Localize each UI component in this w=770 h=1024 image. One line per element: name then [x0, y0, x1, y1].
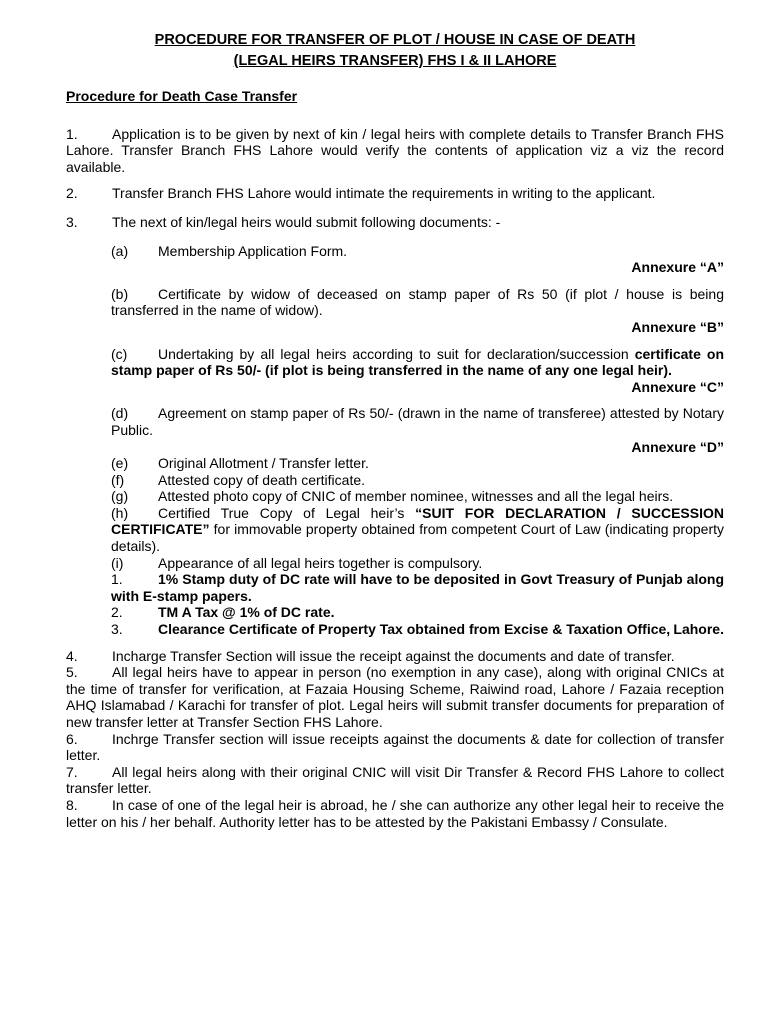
- doc-i: [66, 555, 724, 572]
- doc-d: [66, 405, 724, 438]
- subitem-1: [66, 571, 724, 604]
- item-text: All legal heirs along with their original CNIC will visit Dir Transfer & Record FHS Lahore to collect transfer letter.: [66, 763, 724, 797]
- item-number: 5.: [66, 664, 78, 681]
- subitem-text-end: Lahore.: [673, 621, 724, 638]
- item-4: [66, 648, 724, 665]
- item-text: Application is to be given by next of kin / legal heirs with complete details to Transfer Branch FHS Lahore. Transfer Branch FHS Lahore would verify the contents of application viz a viz the record available.: [66, 125, 724, 175]
- title-line-2: (LEGAL HEIRS TRANSFER) FHS I & II LAHORE: [233, 53, 557, 69]
- item-number: 2.: [66, 185, 78, 202]
- item-8: [66, 797, 724, 830]
- doc-text-bold: certificate on stamp paper of Rs 50/- (if plot is being transferred in the name of any one legal heir).: [111, 345, 725, 379]
- item-number: 8.: [66, 796, 78, 813]
- doc-h: [66, 505, 724, 555]
- doc-g: [66, 488, 724, 505]
- doc-text-bold: “SUIT FOR DECLARATION / SUCCESSION CERTIFICATE”: [111, 504, 724, 538]
- item-text: Inchrge Transfer section will issue receipts against the documents & date for collection of transfer letter.: [66, 730, 724, 764]
- doc-e: [66, 455, 724, 472]
- item-number: 3.: [66, 213, 78, 230]
- doc-label: (h): [111, 504, 129, 521]
- title-line-1: PROCEDURE FOR TRANSFER OF PLOT / HOUSE IN CASE OF DEATH: [154, 32, 636, 48]
- item-number: 4.: [66, 647, 78, 664]
- doc-label: (i): [111, 554, 124, 571]
- subitem-text: TM A Tax @ 1% of DC rate.: [158, 604, 335, 621]
- doc-text: Appearance of all legal heirs together is compulsory.: [158, 554, 483, 571]
- doc-text: Certificate by widow of deceased on stamp paper of Rs 50 (if plot / house is being transferred in the name of widow).: [111, 285, 724, 319]
- doc-text: Original Allotment / Transfer letter.: [158, 455, 369, 472]
- subitem-text: Clearance Certificate of Property Tax obtained from Excise & Taxation Office,: [158, 621, 671, 638]
- doc-f: [66, 472, 724, 489]
- subitem-2: [66, 604, 724, 621]
- item-text: The next of kin/legal heirs would submit following documents: -: [112, 213, 501, 230]
- item-text: Transfer Branch FHS Lahore would intimate the requirements in writing to the applicant.: [112, 185, 656, 202]
- doc-text: Attested copy of death certificate.: [158, 471, 366, 488]
- doc-label: (a): [111, 242, 129, 259]
- doc-text: Undertaking by all legal heirs according to suit for declaration/succession: [158, 345, 629, 362]
- doc-b: [66, 286, 724, 319]
- doc-label: (d): [111, 405, 129, 422]
- item-text: In case of one of the legal heir is abroad, he / she can authorize any other legal heir to receive the letter on his / her behalf. Authority letter has to be attested by the Pakistani Embassy / Consulate.: [66, 796, 724, 830]
- subitem-number: 1.: [111, 571, 123, 588]
- doc-a: [66, 243, 724, 260]
- item-6: [66, 731, 724, 764]
- doc-text: Membership Application Form.: [158, 242, 348, 259]
- annexure-a: Annexure “A”: [631, 259, 724, 276]
- procedure-subheading: Procedure for Death Case Transfer: [66, 88, 298, 104]
- subitem-text: 1% Stamp duty of DC rate will have to be deposited in Govt Treasury of Punjab along with E-stamp papers.: [111, 571, 724, 604]
- doc-label: (c): [111, 345, 128, 362]
- doc-c: [66, 346, 724, 379]
- doc-text: Attested photo copy of CNIC of member nominee, witnesses and all the legal heirs.: [158, 488, 674, 505]
- subitem-number: 2.: [111, 604, 123, 621]
- item-number: 7.: [66, 763, 78, 780]
- doc-text-cont: for immovable property obtained from competent Court of Law (indicating property details).: [111, 521, 725, 555]
- doc-label: (b): [111, 285, 129, 302]
- document-page: [66, 30, 724, 830]
- item-text: All legal heirs have to appear in person (no exemption in any case), along with original CNICs at the time of transfer for verification, at Fazaia Housing Scheme, Raiwind road, Lahore / Fazaia reception AHQ Islamabad / Karachi for transfer of plot. Legal heirs will submit transfer documents for preparation of new transfer letter at Transfer Section FHS Lahore.: [66, 664, 724, 730]
- doc-label: (e): [111, 455, 129, 472]
- annexure-b: Annexure “B”: [631, 318, 724, 335]
- item-text: Incharge Transfer Section will issue the receipt against the documents and date of transfer.: [112, 647, 675, 664]
- item-1: [66, 126, 724, 176]
- item-2: [66, 185, 724, 202]
- doc-text: Certified True Copy of Legal heir’s: [158, 504, 405, 521]
- annexure-c: Annexure “C”: [631, 378, 724, 395]
- item-5: [66, 664, 724, 730]
- subitem-3: [66, 621, 724, 638]
- doc-label: (g): [111, 488, 129, 505]
- annexure-d: Annexure “D”: [631, 438, 724, 455]
- doc-text: Agreement on stamp paper of Rs 50/- (drawn in the name of transferee) attested by Notary Public.: [111, 405, 724, 438]
- item-number: 6.: [66, 730, 78, 747]
- item-3: [66, 214, 724, 231]
- item-number: 1.: [66, 125, 78, 142]
- item-7: [66, 764, 724, 797]
- subitem-number: 3.: [111, 621, 123, 638]
- doc-label: (f): [111, 471, 125, 488]
